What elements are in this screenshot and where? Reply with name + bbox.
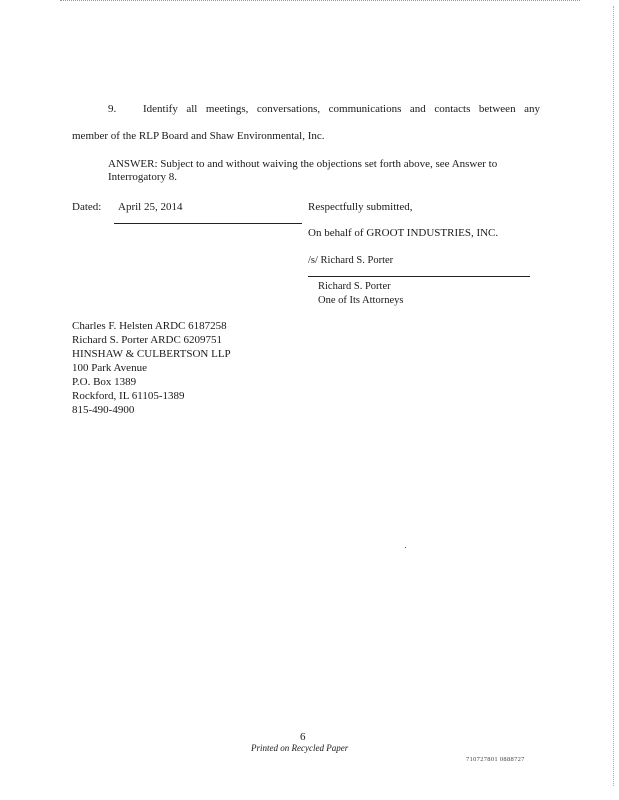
answer-line2: Interrogatory 8. [108,171,178,183]
recycled-paper-notice: Printed on Recycled Paper [251,743,349,753]
counsel-line: HINSHAW & CULBERTSON LLP [72,348,231,360]
date-signature-line [114,223,302,224]
answer-line1: ANSWER: Subject to and without waiving the objections set forth above, see Answer to [108,158,498,170]
counsel-line: 100 Park Avenue [72,362,147,374]
attorney-role: One of Its Attorneys [318,295,404,306]
respectfully-submitted: Respectfully submitted, [308,201,413,213]
scan-speck [405,547,406,548]
scan-artifact-right [613,6,615,786]
document-id: 710727801 0888727 [466,756,525,763]
attorney-signature-line [308,276,530,277]
attorney-printed-name: Richard S. Porter [318,281,391,292]
counsel-line: P.O. Box 1389 [72,376,137,388]
counsel-line: Rockford, IL 61105-1389 [72,390,185,402]
interrogatory-number: 9. [108,103,117,115]
page-number: 6 [300,731,306,743]
scan-artifact-top [60,0,580,3]
counsel-line: 815-490-4900 [72,404,135,416]
electronic-signature: /s/ Richard S. Porter [308,255,394,266]
counsel-line: Charles F. Helsten ARDC 6187258 [72,320,227,332]
dated-label: Dated: [72,201,102,213]
on-behalf-of: On behalf of GROOT INDUSTRIES, INC. [308,227,499,239]
counsel-line: Richard S. Porter ARDC 6209751 [72,334,223,346]
dated-date: April 25, 2014 [118,201,183,213]
interrogatory-text-line1: Identify all meetings, conversations, communications and contacts between any [143,103,540,115]
interrogatory-text-line2: member of the RLP Board and Shaw Environmental, Inc. [72,130,325,142]
